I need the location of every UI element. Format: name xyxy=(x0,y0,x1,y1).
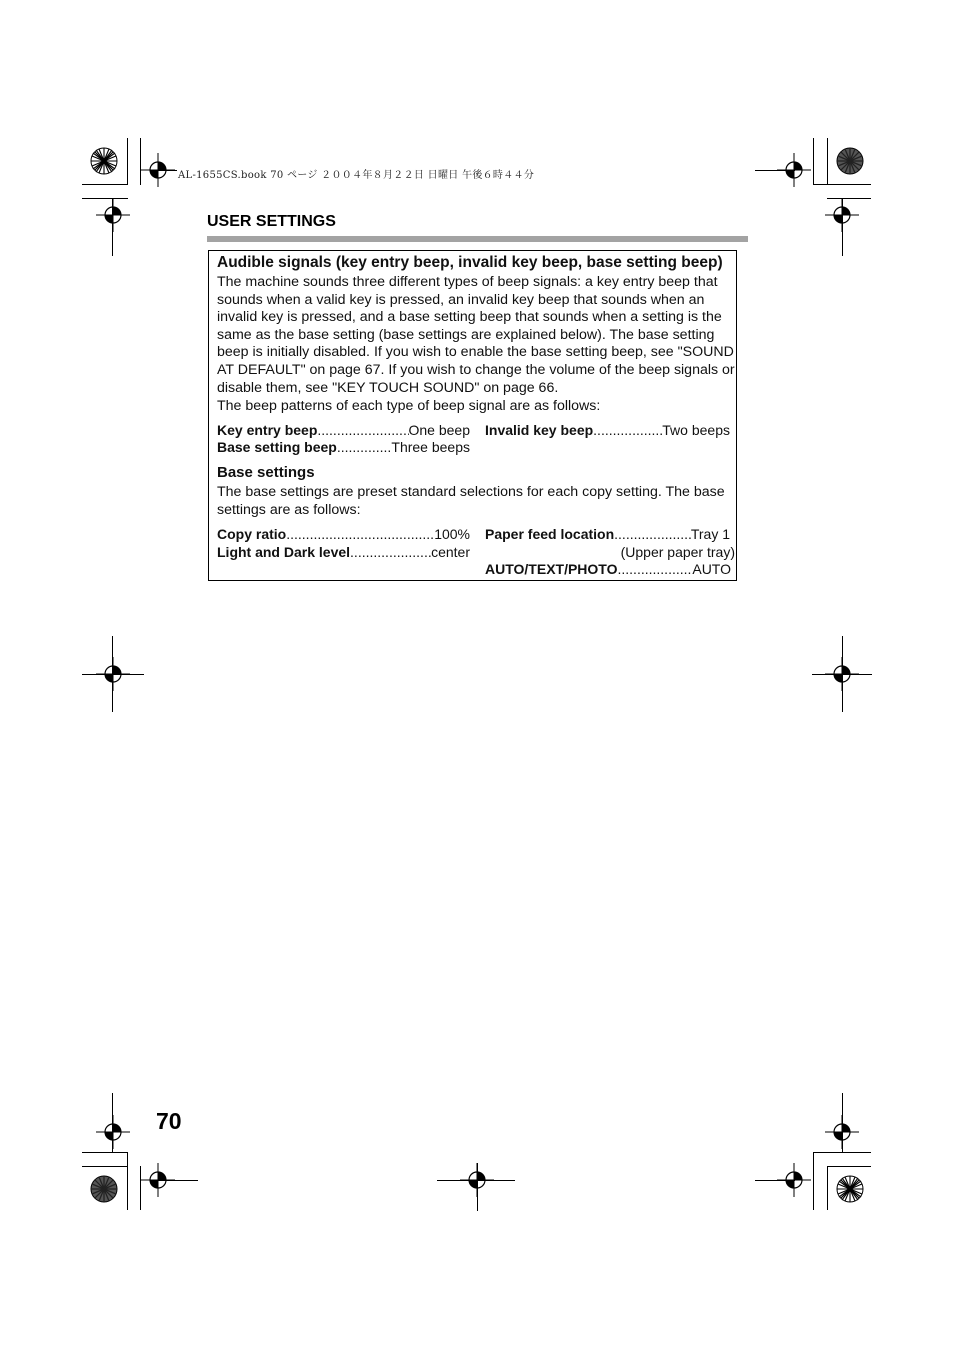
setting-value: AUTO xyxy=(692,561,731,577)
beep-label: Invalid key beep xyxy=(485,422,594,438)
beep-value: Two beeps xyxy=(662,422,730,438)
base-settings-heading: Base settings xyxy=(217,464,315,481)
setting-value: Tray 1 xyxy=(690,526,730,542)
setting-label: Copy ratio xyxy=(217,526,287,542)
setting-value: center xyxy=(431,544,470,560)
print-slug: AL-1655CS.book 70 ページ ２００４年８月２２日 日曜日 午後６時４４分 xyxy=(178,170,535,181)
setting-note-upper-tray: (Upper paper tray) xyxy=(620,544,735,560)
setting-label: AUTO/TEXT/PHOTO xyxy=(485,561,618,577)
starburst-mark-icon xyxy=(835,146,865,176)
section-title: USER SETTINGS xyxy=(207,213,336,230)
setting-label: Light and Dark level xyxy=(217,544,351,560)
page-number: 70 xyxy=(156,1108,182,1134)
registration-mark-icon xyxy=(96,1115,130,1149)
setting-row-light-dark xyxy=(217,544,470,562)
beep-row-key-entry xyxy=(217,422,470,440)
beep-row-base-setting xyxy=(217,439,470,457)
setting-value: 100% xyxy=(434,526,470,542)
base-settings-paragraph: The base settings are preset standard selections for each copy setting. The base settings are as follows: xyxy=(217,484,725,518)
starburst-mark-icon xyxy=(835,1174,865,1204)
setting-row-paper-feed xyxy=(485,526,730,544)
starburst-mark-icon xyxy=(89,1174,119,1204)
audible-signals-box xyxy=(208,250,737,581)
setting-label: Paper feed location xyxy=(485,526,615,542)
beep-value: One beep xyxy=(408,422,470,438)
registration-mark-icon xyxy=(96,198,130,232)
setting-row-auto-text-photo xyxy=(485,561,731,579)
beep-patterns-intro: The beep patterns of each type of beep signal are as follows: xyxy=(217,398,601,414)
beep-label: Key entry beep xyxy=(217,422,318,438)
beep-label: Base setting beep xyxy=(217,439,337,455)
audible-signals-heading: Audible signals (key entry beep, invalid key beep, base setting beep) xyxy=(217,254,723,271)
section-rule xyxy=(207,236,748,242)
audible-signals-paragraph: The machine sounds three different types of beep signals: a key entry beep that sounds when a valid key is pressed, an invalid key beep that sounds when an invalid key is pressed, and a base setting beep that sounds when a setting is the same as the base setting (base settings are explained below). The base setting beep is initially disabled. If you wish to enable the base setting beep, see "SOUND AT DEFAULT" on page 67. If you wish to change the volume of the beep signals or disable them, see "KEY TOUCH SOUND" on page 66. xyxy=(217,274,735,396)
starburst-mark-icon xyxy=(89,146,119,176)
setting-row-copy-ratio xyxy=(217,526,470,544)
beep-row-invalid-key xyxy=(485,422,730,440)
beep-value: Three beeps xyxy=(391,439,470,455)
